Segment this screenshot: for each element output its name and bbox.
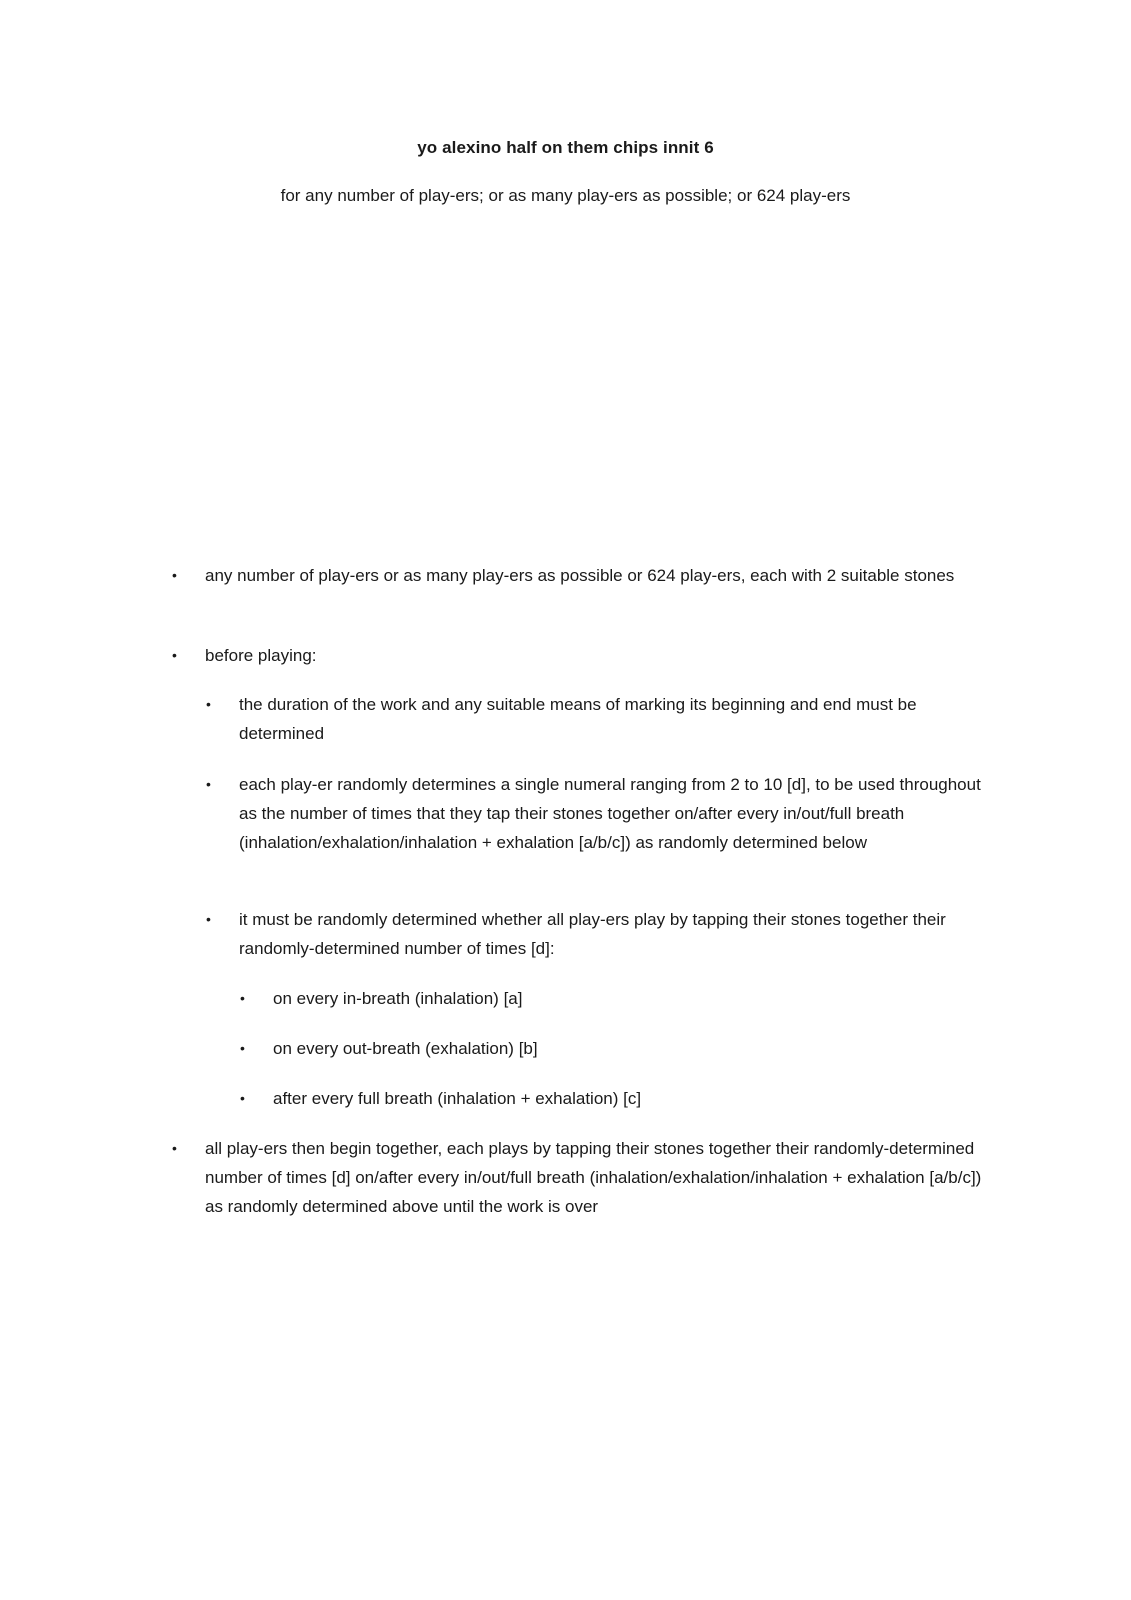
list-item bbox=[240, 1084, 995, 1113]
list-item bbox=[206, 905, 995, 963]
list-item bbox=[240, 984, 995, 1013]
list-item-text: the duration of the work and any suitable means of marking its beginning and end must be determined bbox=[239, 695, 917, 743]
list-item-text: any number of play-ers or as many play-ers as possible or 624 play-ers, each with 2 suitable stones bbox=[205, 566, 955, 585]
bullet-icon: • bbox=[172, 567, 177, 583]
list-item-text: before playing: bbox=[205, 646, 317, 665]
bullet-icon: • bbox=[240, 990, 245, 1006]
list-item bbox=[172, 641, 995, 670]
document-title: yo alexino half on them chips innit 6 bbox=[417, 138, 714, 157]
list-item bbox=[206, 690, 995, 748]
list-item bbox=[206, 770, 995, 857]
list-item-text: on every out-breath (exhalation) [b] bbox=[273, 1039, 538, 1058]
list-item-text: each play-er randomly determines a single numeral ranging from 2 to 10 [d], to be used throughout as the number of times that they tap their stones together on/after every in/out/full breath (inhalation/exhalation/inhalation + exhalation [a/b/c]) as randomly determined below bbox=[239, 775, 981, 852]
list-item bbox=[240, 1034, 995, 1063]
bullet-icon: • bbox=[206, 776, 211, 792]
bullet-icon: • bbox=[240, 1090, 245, 1106]
list-item bbox=[172, 1134, 995, 1221]
list-item-text: on every in-breath (inhalation) [a] bbox=[273, 989, 523, 1008]
list-item-text: after every full breath (inhalation + exhalation) [c] bbox=[273, 1089, 642, 1108]
bullet-icon: • bbox=[172, 647, 177, 663]
list-item-text: all play-ers then begin together, each plays by tapping their stones together their randomly-determined number of times [d] on/after every in/out/full breath (inhalation/exhalation/inhalation + exhalation [a/b/c]) as randomly determined above until the work is over bbox=[205, 1139, 982, 1216]
bullet-icon: • bbox=[172, 1140, 177, 1156]
bullet-icon: • bbox=[206, 911, 211, 927]
bullet-icon: • bbox=[240, 1040, 245, 1056]
list-item bbox=[172, 561, 995, 590]
bullet-icon: • bbox=[206, 696, 211, 712]
document-subtitle: for any number of play-ers; or as many play-ers as possible; or 624 play-ers bbox=[280, 186, 851, 205]
list-item-text: it must be randomly determined whether all play-ers play by tapping their stones together their randomly-determined number of times [d]: bbox=[239, 910, 946, 958]
